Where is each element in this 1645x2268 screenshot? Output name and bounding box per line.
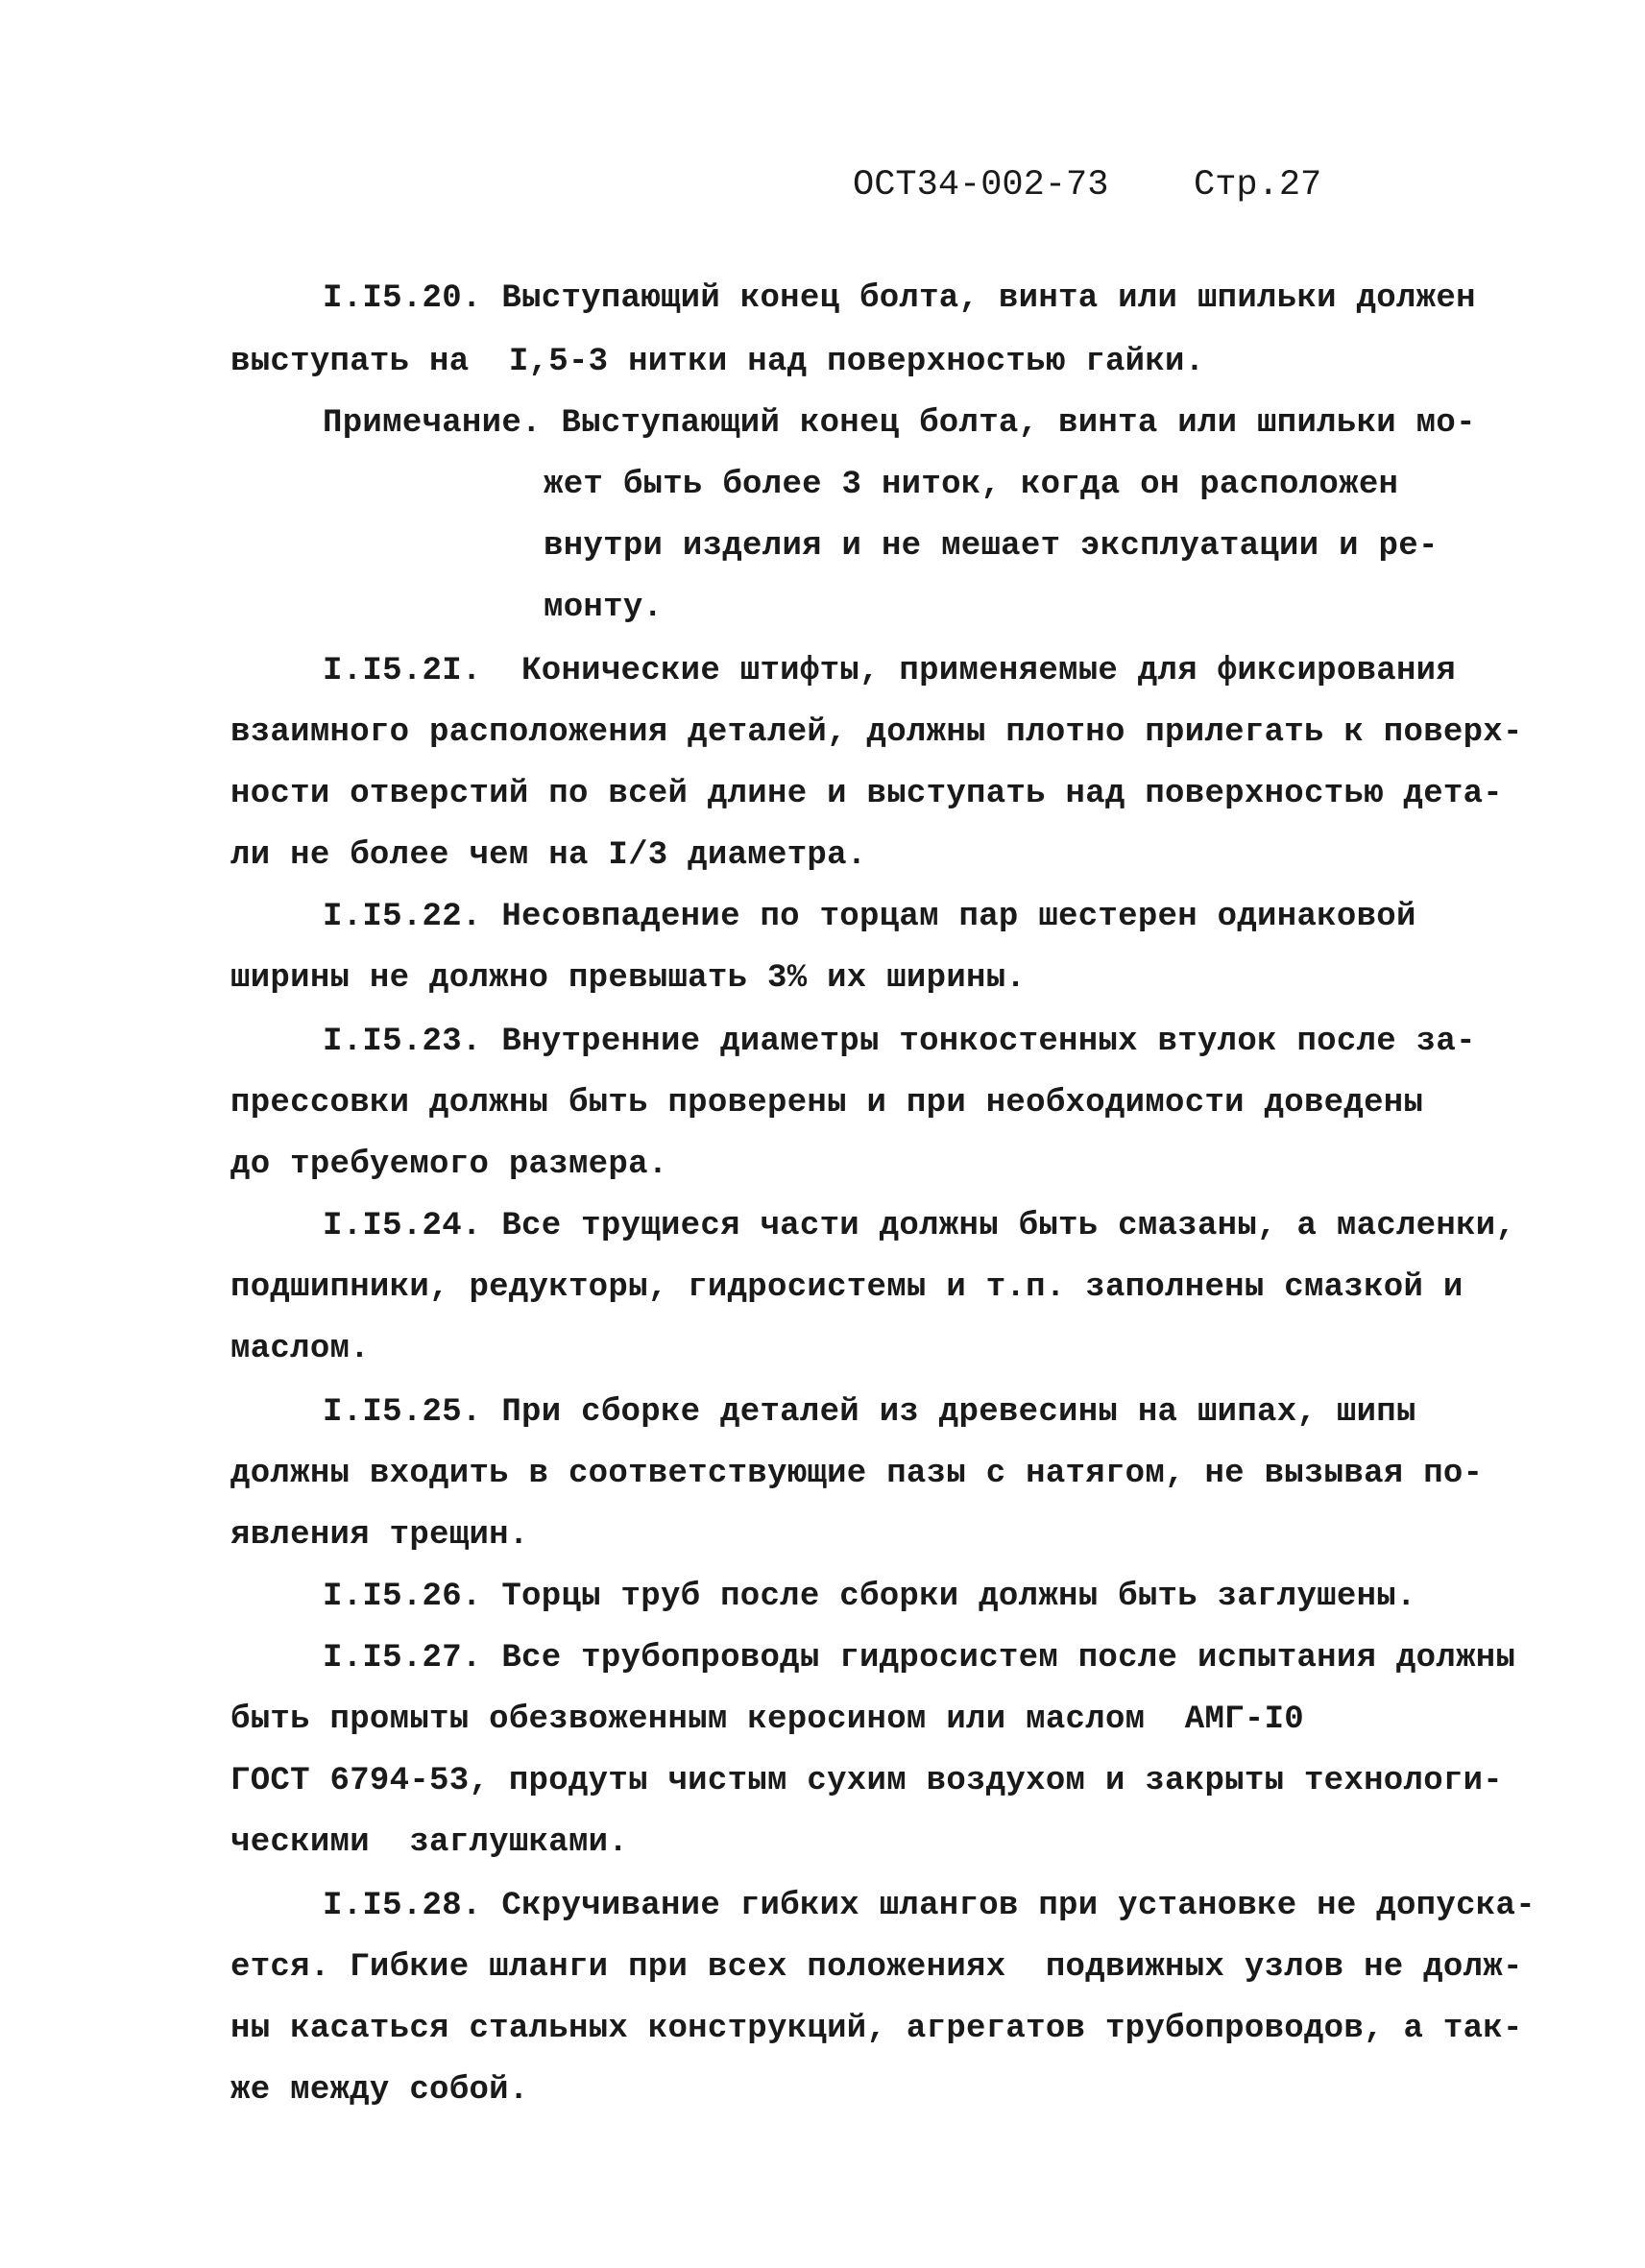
text-line: I.I5.27. Все трубопроводы гидросистем после испытания должны <box>323 1640 1516 1677</box>
text-line: ширины не должно превышать 3% их ширины. <box>230 960 1027 997</box>
text-line: до требуемого размера. <box>230 1146 668 1183</box>
text-line: I.I5.23. Внутренние диаметры тонкостенных втулок после за- <box>323 1024 1476 1060</box>
text-line: взаимного расположения деталей, должны плотно прилегать к поверх- <box>230 714 1523 751</box>
text-line: явления трещин. <box>230 1517 529 1554</box>
text-line: же между собой. <box>230 2072 529 2109</box>
text-line: маслом. <box>230 1331 370 1367</box>
text-line: быть промыты обезвоженным керосином или маслом АМГ-I0 <box>230 1701 1304 1738</box>
document-code: ОСТ34-002-73 <box>853 165 1109 205</box>
text-line: I.I5.22. Несовпадение по торцам пар шестерен одинаковой <box>323 899 1416 935</box>
text-line: ческими заглушками. <box>230 1824 629 1861</box>
text-line: Примечание. Выступающий конец болта, винта или шпильки мо- <box>323 405 1476 442</box>
text-line: ется. Гибкие шланги при всех положениях подвижных узлов не долж- <box>230 1949 1523 1986</box>
text-line: ли не более чем на I/3 диаметра. <box>230 837 867 874</box>
text-line: прессовки должны быть проверены и при необходимости доведены <box>230 1085 1424 1122</box>
text-line: ны касаться стальных конструкций, агрегатов трубопроводов, а так- <box>230 2011 1523 2047</box>
text-line: I.I5.2I. Конические штифты, применяемые для фиксирования <box>323 653 1457 689</box>
text-line: I.I5.26. Торцы труб после сборки должны быть заглушены. <box>323 1579 1416 1615</box>
text-line: I.I5.24. Все трущиеся части должны быть смазаны, а масленки, <box>323 1208 1516 1244</box>
text-line: подшипники, редукторы, гидросистемы и т.п. заполнены смазкой и <box>230 1269 1464 1306</box>
text-line: I.I5.28. Скручивание гибких шлангов при установке не допуска- <box>323 1888 1536 1924</box>
page-number: Стр.27 <box>1194 165 1322 205</box>
text-line: жет быть более 3 ниток, когда он расположен <box>544 467 1399 503</box>
text-line: монту. <box>544 590 664 626</box>
text-line: I.I5.20. Выступающий конец болта, винта или шпильки должен <box>323 280 1476 317</box>
page-header <box>0 165 1645 213</box>
text-line: должны входить в соответствующие пазы с натягом, не вызывая по- <box>230 1456 1484 1492</box>
text-line: ности отверстий по всей длине и выступать над поверхностью дета- <box>230 776 1504 812</box>
text-line: внутри изделия и не мешает эксплуатации и ре- <box>544 528 1439 565</box>
text-line: выступать на I,5-3 нитки над поверхностью гайки. <box>230 344 1205 380</box>
text-line: ГОСТ 6794-53, продуты чистым сухим воздухом и закрыты технологи- <box>230 1763 1504 1799</box>
text-line: I.I5.25. При сборке деталей из древесины на шипах, шипы <box>323 1394 1416 1431</box>
